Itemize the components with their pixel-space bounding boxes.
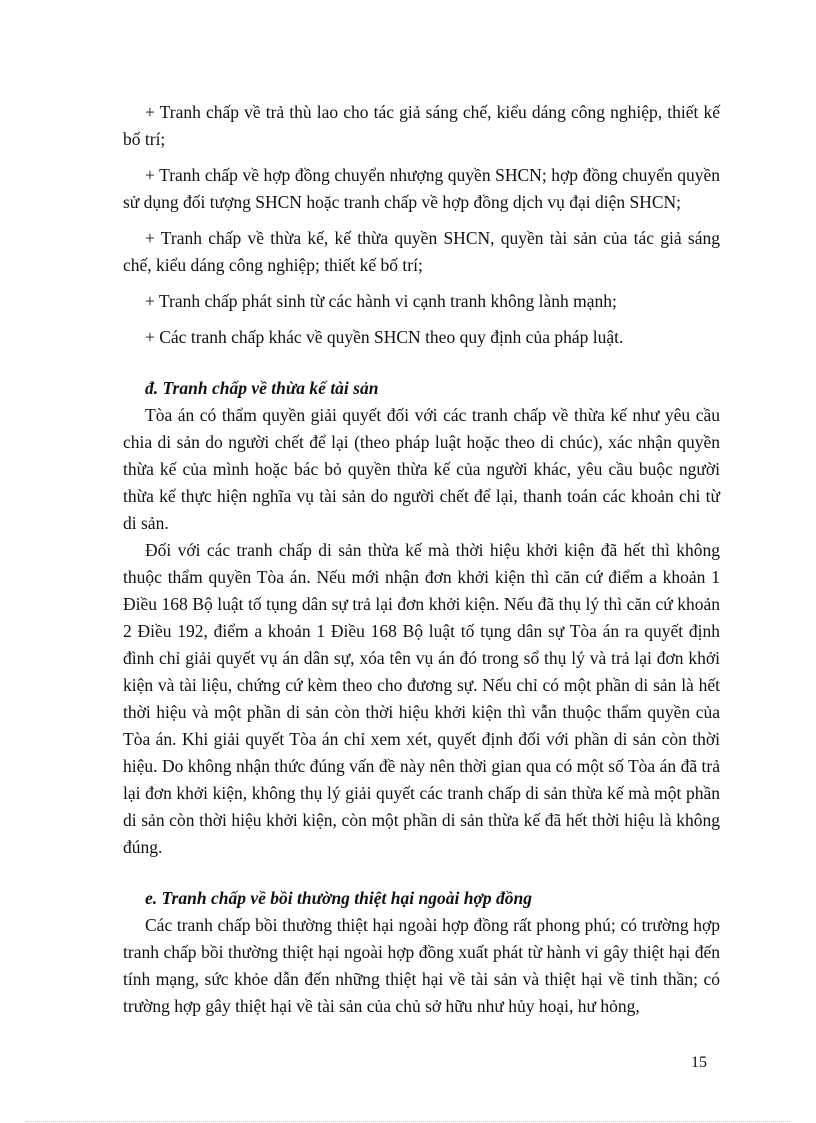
bullet-item-transfer-contract: + Tranh chấp về hợp đồng chuyển nhượng quyền SHCN; hợp đồng chuyển quyền sử dụng đối tượng SHCN hoặc tranh chấp về hợp đồng dịch vụ đại diện SHCN; [123,165,720,212]
paragraph-inheritance-statute: Đối với các tranh chấp di sản thừa kế mà thời hiệu khởi kiện đã hết thì không thuộc thẩm quyền Tòa án. Nếu mới nhận đơn khởi kiện thì căn cứ điểm a khoản 1 Điều 168 Bộ luật tố tụng dân sự trả lại đơn khởi kiện. Nếu đã thụ lý thì căn cứ khoản 2 Điều 192, điểm a khoản 1 Điều 168 Bộ luật tố tụng dân sự Tòa án ra quyết định đình chỉ giải quyết vụ án dân sự, xóa tên vụ án đó trong sổ thụ lý và trả lại đơn khởi kiện và tài liệu, chứng cứ kèm theo cho đương sự. Nếu chỉ có một phần di sản là hết thời hiệu và một phần di sản còn thời hiệu khởi kiện thì vẫn thuộc thẩm quyền của Tòa án. Khi giải quyết Tòa án chỉ xem xét, quyết định đối với phần di sản còn thời hiệu. Do không nhận thức đúng vấn đề này nên thời gian qua có một số Tòa án đã trả lại đơn khởi kiện, không thụ lý giải quyết các tranh chấp di sản thừa kế mà một phần di sản còn thời hiệu khởi kiện, còn một phần di sản thừa kế đã hết thời hiệu là không đúng. [123,540,720,857]
page-bottom-divider [26,1121,790,1122]
page-content [123,99,720,1020]
section-heading-inheritance: đ. Tranh chấp về thừa kế tài sản [145,378,379,398]
bullet-item-remuneration: + Tranh chấp về trả thù lao cho tác giả sáng chế, kiểu dáng công nghiệp, thiết kế bố trí; [123,102,720,149]
bullet-item-unfair-competition: + Tranh chấp phát sinh từ các hành vi cạnh tranh không lành mạnh; [145,291,617,311]
section-heading-compensation: e. Tranh chấp về bồi thường thiệt hại ngoài hợp đồng [145,888,532,908]
page-number: 15 [691,1054,707,1071]
bullet-item-inheritance-ip: + Tranh chấp về thừa kế, kế thừa quyền SHCN, quyền tài sản của tác giả sáng chế, kiểu dáng công nghiệp; thiết kế bố trí; [123,228,720,275]
bullet-item-other-disputes: + Các tranh chấp khác về quyền SHCN theo quy định của pháp luật. [145,327,624,347]
paragraph-compensation: Các tranh chấp bồi thường thiệt hại ngoài hợp đồng rất phong phú; có trường hợp tranh chấp bồi thường thiệt hại ngoài hợp đồng xuất phát từ hành vi gây thiệt hại đến tính mạng, sức khỏe dẫn đến những thiệt hại về tài sản và thiệt hại về tinh thần; có trường hợp gây thiệt hại về tài sản của chủ sở hữu như hủy hoại, hư hỏng, [123,915,720,1016]
paragraph-inheritance-jurisdiction: Tòa án có thẩm quyền giải quyết đối với các tranh chấp về thừa kế như yêu cầu chia di sản do người chết để lại (theo pháp luật hoặc theo di chúc), xác nhận quyền thừa kế của mình hoặc bác bỏ quyền thừa kế của người khác, yêu cầu buộc người thừa kế thực hiện nghĩa vụ tài sản do người chết để lại, thanh toán các khoản chi từ di sản. [123,405,720,533]
